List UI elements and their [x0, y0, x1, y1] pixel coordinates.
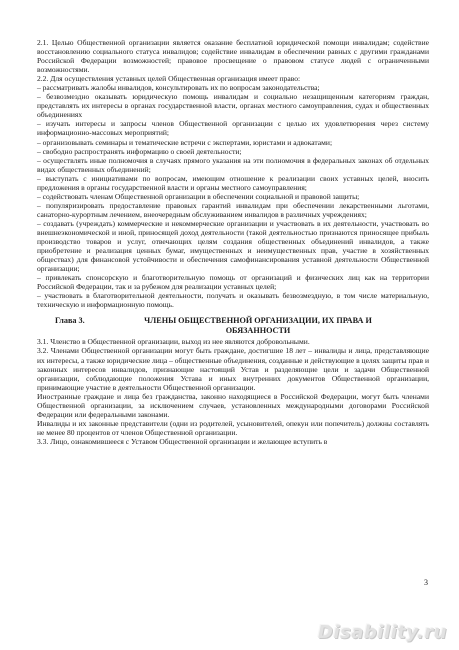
list-item: – рассматривать жалобы инвалидов, консультировать их по вопросам законодательства;: [37, 83, 320, 93]
watermark-logo: Disability.ru: [317, 622, 447, 643]
paragraph-disabled-share: Инвалиды и их законные представители (одни из родителей, усыновителей, опекун или попечитель) должны составлять не менее 80 процентов от членов Общественной организации.: [37, 418, 429, 437]
paragraph-2-1: 2.1. Целью Общественной организации является оказание бесплатной юридической помощи инвалидам; содействие восстановлению социального статуса инвалидов; содействие инвалидам в обеспечении равных с другими гражданами Российской Федерации возможностей; правовое просвещение о правовом статусе людей с ограниченными возможностями.: [37, 38, 429, 75]
list-item: – изучать интересы и запросы членов Общественной организации с целью их удовлетворения через систему информационно-массовых мероприятий;: [37, 119, 429, 138]
list-item: – выступать с инициативами по вопросам, имеющим отношение к реализации своих уставных целей, вносить предложения в органы государственной власти и органы местного самоуправления;: [37, 173, 429, 192]
list-item: – создавать (учреждать) коммерческие и некоммерческие организации и участвовать в их деятельности, участвовать во внешнеэкономической и иной, приносящей доход деятельности (такой деятельностью признаются приносящее прибыль производство товаров и услуг, отвечающих целям создания общественных объединений инвалидов, а также приобретение и реализация ценных бумаг, имущественных и неимущественных прав, участие в хозяйственных обществах) для финансовой устойчивости и обеспечения самофинансирования уставной деятельности Общественной организации;: [37, 218, 429, 274]
paragraph-2-2: 2.2. Для осуществления уставных целей Общественная организация имеет право:: [37, 74, 301, 84]
document-page: [37, 38, 429, 446]
paragraph-3-2: 3.2. Членами Общественной организации могут быть граждане, достигшие 18 лет – инвалиды и лица, представляющие их интересы, а также юридические лица – общественные объединения, созданные и действующие в целях защиты прав и законных интересов инвалидов, признающие настоящий Устав и разделяющие цели и задачи Общественной организации, соблюдающие положения Устава и иных внутренних документов Общественной организации, принимающие участие в деятельности Общественной организации.: [37, 346, 429, 392]
list-item: – привлекать спонсорскую и благотворительную помощь от организаций и физических лиц как на территории Российской Федерации, так и за рубежом для реализации уставных целей;: [37, 273, 429, 292]
list-item: – организовывать семинары и тематические встречи с экспертами, юристами и адвокатами;: [37, 137, 333, 147]
chapter-heading: [37, 316, 429, 336]
list-item: – содействовать членам Общественной организации в обеспечении социальной и правовой защиты;: [37, 191, 360, 201]
list-item: – безвозмездно оказывать юридическую помощь инвалидам и социально незащищенным категориям граждан, представлять их интересы в органах государственной власти, органах местного самоуправления, судах и общественных объединениях: [37, 92, 429, 120]
list-item: – популяризировать предоставление правовых гарантий инвалидам при обеспечении лекарственными льготами, санаторно-курортным лечением, внеочередным обслуживанием инвалидов в различных учреждениях;: [37, 200, 429, 219]
list-item: – участвовать в благотворительной деятельности, получать и оказывать безвозмездную, в том числе материальную, техническую и информационную помощь.: [37, 291, 429, 310]
paragraph-3-3: 3.3. Лицо, ознакомившееся с Уставом Общественной организации и желающее вступить в: [37, 436, 328, 446]
list-item: – осуществлять иные полномочия в случаях прямого указания на эти полномочия в федеральных законах об отдельных видах общественных объединений;: [37, 155, 429, 174]
chapter-number: Глава 3.: [55, 316, 85, 326]
chapter-title: ЧЛЕНЫ ОБЩЕСТВЕННОЙ ОРГАНИЗАЦИИ, ИХ ПРАВА И ОБЯЗАННОСТИ: [144, 316, 372, 336]
paragraph-foreign-citizens: Иностранные граждане и лица без гражданства, законно находящиеся в Российской Федерации, могут быть членами Общественной организации, за исключением случаев, установленных международными договорами Российской Федерации или федеральными законами.: [37, 391, 429, 419]
paragraph-3-1: 3.1. Членство в Общественной организации, выход из нее являются добровольными.: [37, 337, 310, 347]
list-item: – свободно распространять информацию о своей деятельности;: [37, 146, 242, 156]
page-number: 3: [424, 578, 428, 587]
